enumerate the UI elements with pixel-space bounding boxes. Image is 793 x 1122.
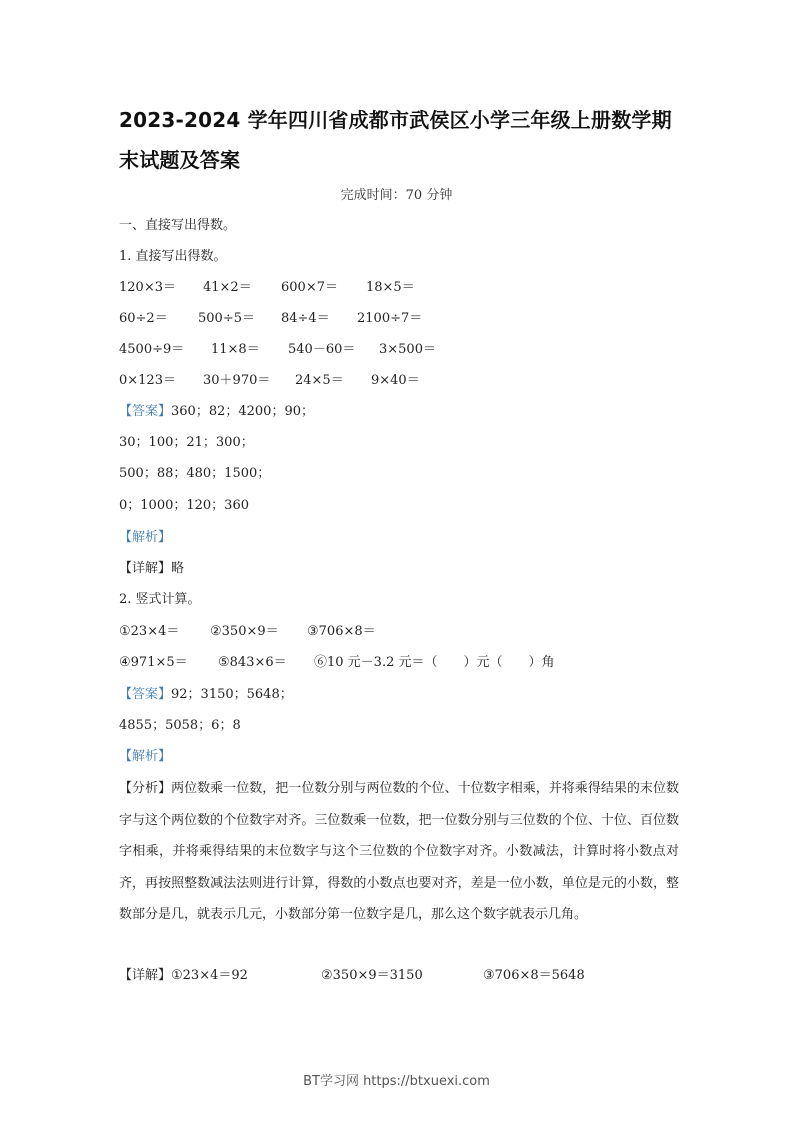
- q2-item: ②350×9＝: [210, 624, 279, 639]
- q1-item: 9×40＝: [371, 373, 420, 388]
- answer-line: 0；1000；120；360: [119, 498, 249, 513]
- section-1-heading: 一、直接写出得数。: [119, 218, 237, 233]
- q2-item: ⑤843×6＝: [218, 655, 287, 670]
- q1-item: 18×5＝: [366, 280, 415, 295]
- q2-item: ①23×4＝: [119, 624, 180, 639]
- q1-detail: [119, 559, 184, 579]
- q1-item: 600×7＝: [281, 280, 338, 295]
- document-title: [119, 100, 679, 180]
- analysis-tag: 【解析】: [119, 749, 172, 764]
- title-line-1: 2023-2024 学年四川省成都市武侯区小学三年级上册数学期: [119, 108, 672, 132]
- q1-item: 41×2＝: [203, 280, 252, 295]
- answer-line: 500；88；480；1500；: [119, 466, 271, 481]
- detail-tag: 【详解】: [119, 968, 172, 983]
- answer-line: 4855；5058；6；8: [119, 718, 241, 733]
- detail-item: ②350×9＝3150: [321, 968, 423, 983]
- q1-item: 120×3＝: [119, 280, 176, 295]
- q1-item: 4500÷9＝: [119, 342, 185, 357]
- q1-answer: [119, 402, 314, 422]
- footer-watermark: BT学习网 https://btxuexi.com: [303, 1074, 490, 1089]
- q1-item: 500÷5＝: [198, 311, 255, 326]
- answer-line: 30；100；21；300；: [119, 435, 254, 450]
- q1-item: 0×123＝: [119, 373, 176, 388]
- answer-line: 360；82；4200；90；: [171, 404, 314, 419]
- q1-item: 3×500＝: [379, 342, 436, 357]
- q1-item: 30＋970＝: [203, 373, 271, 388]
- q2-analysis-paragraph: [119, 773, 679, 931]
- q1-item: 24×5＝: [295, 373, 344, 388]
- fenxi-text: 两位数乘一位数，把一位数分别与两位数的个位、十位数字相乘，并将乘得结果的末位数字与这个两位数的个位数字对齐。三位数乘一位数，把一位数分别与三位数的个位、十位、百位数字相乘，并将乘得结果的末位数字与这个三位数的个位数字对齐。小数减法，计算时将小数点对齐，再按照整数减法法则进行计算，得数的小数点也要对齐，差是一位小数，单位是元的小数，整数部分是几，就表示几元，小数部分第一位数字是几，那么这个数字就表示几角。: [119, 781, 679, 922]
- fenxi-tag: 【分析】: [119, 781, 172, 796]
- q2-item: ⑥10 元－3.2 元＝（ ）元（ ）角: [314, 655, 555, 670]
- q2-item: ④971×5＝: [119, 655, 188, 670]
- q1-item: 11×8＝: [211, 342, 260, 357]
- detail-item: ①23×4＝92: [171, 968, 248, 983]
- completion-time: 完成时间：70 分钟: [340, 188, 453, 203]
- q1-item: 2100÷7＝: [357, 311, 423, 326]
- answer-tag: 【答案】: [119, 687, 172, 702]
- answer-line: 92；3150；5648；: [171, 687, 293, 702]
- detail-text: 略: [171, 561, 185, 576]
- question-2-label: 2. 竖式计算。: [119, 592, 201, 607]
- title-line-2: 末试题及答案: [119, 148, 241, 172]
- answer-tag: 【答案】: [119, 404, 172, 419]
- q1-item: 84÷4＝: [281, 311, 330, 326]
- detail-item: ③706×8＝5648: [483, 968, 585, 983]
- q1-item: 60÷2＝: [119, 311, 168, 326]
- q1-item: 540－60＝: [288, 342, 356, 357]
- q2-item: ③706×8＝: [307, 624, 376, 639]
- question-1-label: 1. 直接写出得数。: [119, 249, 227, 264]
- detail-tag: 【详解】: [119, 561, 172, 576]
- q2-answer: [119, 685, 293, 705]
- analysis-tag: 【解析】: [119, 530, 172, 545]
